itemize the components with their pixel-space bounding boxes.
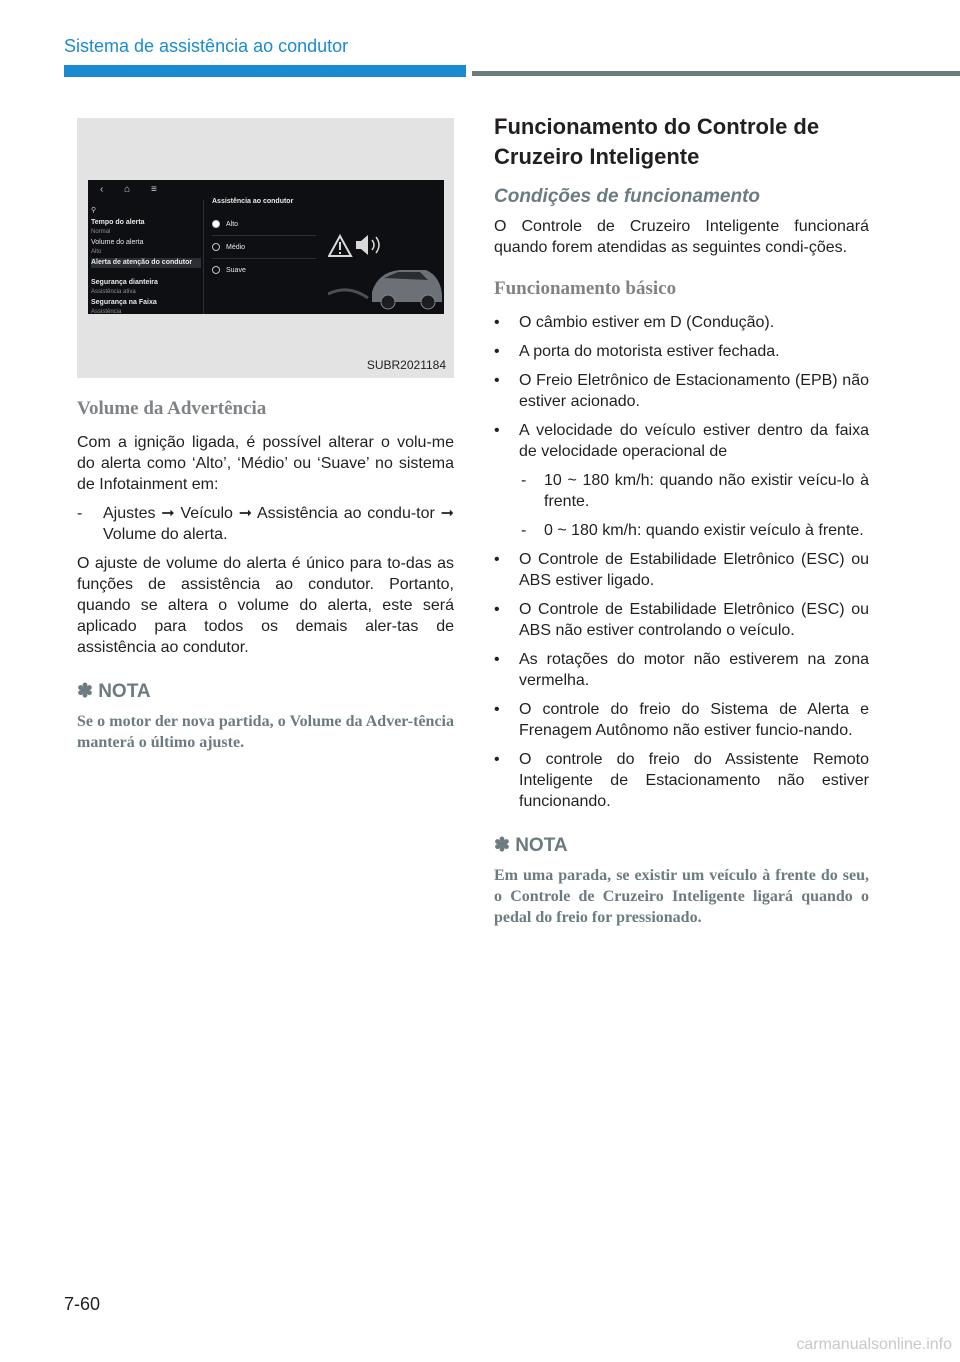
path-step: Assistência ao condu-tor	[257, 505, 435, 522]
list-item	[494, 749, 869, 812]
menu-item-value: Normal	[91, 229, 111, 235]
screen-toolbar	[100, 184, 175, 195]
screen-divider	[203, 200, 204, 314]
note-title: ✽ NOTA	[494, 835, 568, 856]
infotainment-figure	[77, 118, 454, 378]
menu-icon: ≡	[150, 184, 157, 195]
vehicle-warning-icon	[328, 232, 444, 314]
list-item-text: O Controle de Estabilidade Eletrônico (ESC) ou ABS estiver ligado.	[519, 551, 869, 589]
paragraph: Com a ignição ligada, é possível alterar o volu-me do alerta como ‘Alto’, ‘Médio’ ou ‘Suave’ no sistema de Infotainment em:	[77, 434, 454, 493]
arrow-icon: ➞	[440, 505, 455, 522]
option-alto	[212, 213, 316, 235]
paragraph: O Controle de Cruzeiro Inteligente funcionará quando forem atendidas as seguintes condi-ções.	[494, 218, 869, 256]
settings-path	[77, 503, 454, 545]
list-item-text: O Controle de Estabilidade Eletrônico (ESC) ou ABS não estiver controlando o veículo.	[519, 601, 869, 639]
menu-item-label: Alerta de atenção do condutor	[91, 258, 201, 268]
section-title: Funcionamento do Controle de Cruzeiro Inteligente	[494, 114, 820, 169]
option-label: Suave	[226, 266, 246, 274]
list-item	[494, 341, 869, 362]
option-suave	[212, 259, 316, 281]
search-icon: ⚲	[91, 207, 97, 214]
infotainment-screen	[88, 180, 444, 314]
bullet-marker: •	[494, 651, 500, 668]
list-item-text: As rotações do motor não estiverem na zona vermelha.	[519, 651, 869, 689]
arrow-icon: ➞	[238, 505, 257, 522]
list-item-text: O controle do freio do Sistema de Alerta e Frenagem Autônomo não estiver funcio-nando.	[519, 701, 869, 739]
option-label: Alto	[226, 220, 239, 228]
bullet-marker: •	[494, 751, 500, 768]
watermark: carmanualsonline.info	[796, 1336, 952, 1353]
menu-item-label: Tempo do alerta	[91, 219, 145, 226]
section-heading: Funcionamento básico	[494, 278, 677, 299]
list-item	[494, 649, 869, 691]
bullet-marker: •	[494, 601, 500, 618]
menu-item-value: Assistência ativa	[91, 289, 136, 295]
radio-icon	[212, 266, 220, 274]
left-column	[77, 118, 454, 753]
dash-marker: -	[77, 505, 83, 522]
bullet-marker: •	[494, 422, 500, 439]
bullet-list	[494, 312, 869, 812]
path-step: Volume do alerta.	[103, 526, 228, 543]
header-bar-gray	[472, 71, 960, 76]
note-text: Se o motor der nova partida, o Volume da Adver-tência manterá o último ajuste.	[77, 713, 454, 751]
note-title: ✽ NOTA	[77, 681, 151, 702]
bullet-marker: •	[494, 343, 500, 360]
list-item	[494, 420, 869, 462]
list-item-text: A velocidade do veículo estiver dentro da faixa de velocidade operacional de	[519, 422, 869, 460]
sub-list-item	[494, 520, 869, 541]
radio-icon	[212, 243, 220, 251]
menu-item-value: Alto	[91, 249, 102, 255]
right-column	[494, 112, 869, 928]
option-label: Médio	[226, 243, 246, 251]
sub-list-item	[494, 470, 869, 512]
dash-marker: -	[521, 522, 527, 539]
menu-item-label: Segurança dianteira	[91, 279, 158, 286]
path-step: Ajustes	[103, 505, 156, 522]
bullet-marker: •	[494, 701, 500, 718]
list-item	[494, 699, 869, 741]
menu-item-label: Volume do alerta	[91, 239, 144, 246]
list-item	[494, 312, 869, 333]
option-medio	[212, 236, 316, 258]
list-item-text: O câmbio estiver em D (Condução).	[519, 314, 775, 331]
figure-caption: SUBR2021184	[366, 358, 446, 372]
bullet-marker: •	[494, 314, 500, 331]
arrow-icon: ➞	[161, 505, 181, 522]
bullet-marker: •	[494, 551, 500, 568]
subsection-title: Condições de funcionamento	[494, 186, 761, 207]
header-title: Sistema de assistência ao condutor	[64, 36, 349, 56]
list-item-text: A porta do motorista estiver fechada.	[519, 343, 780, 360]
page-number: 7-60	[64, 1294, 101, 1314]
menu-item-value	[91, 268, 201, 278]
section-heading: Volume da Advertência	[77, 398, 267, 419]
menu-item-label: Segurança na Faixa	[91, 299, 157, 306]
path-step: Veículo	[180, 505, 233, 522]
panel-title: Assistência ao condutor	[212, 198, 294, 205]
list-item	[494, 549, 869, 591]
list-item-text: 0 ~ 180 km/h: quando existir veículo à frente.	[544, 522, 864, 539]
list-item-text: O controle do freio do Assistente Remoto Inteligente de Estacionamento não estiver funcionando.	[519, 751, 869, 810]
back-icon: ‹	[100, 184, 104, 195]
list-item-text: O Freio Eletrônico de Estacionamento (EPB) não estiver acionado.	[519, 372, 869, 410]
list-item-text: 10 ~ 180 km/h: quando não existir veícu-lo à frente.	[544, 472, 869, 510]
list-item	[494, 370, 869, 412]
home-icon: ⌂	[124, 184, 131, 195]
screen-panel	[212, 198, 316, 281]
note-text: Em uma parada, se existir um veículo à frente do seu, o Controle de Cruzeiro Inteligente ligará quando o pedal do freio for pressionado.	[494, 867, 869, 926]
menu-item-value: Assistência	[91, 309, 122, 315]
bullet-marker: •	[494, 372, 500, 389]
dash-marker: -	[521, 472, 527, 489]
list-item	[494, 599, 869, 641]
radio-icon	[212, 220, 220, 228]
screen-menu	[91, 206, 201, 318]
paragraph: O ajuste de volume do alerta é único para to-das as funções de assistência ao condutor. Portanto, quando se altera o volume do alerta, este será aplicado para todos os demais aler-tas de assistência ao condutor.	[77, 555, 454, 656]
header-bar-blue	[64, 65, 466, 77]
